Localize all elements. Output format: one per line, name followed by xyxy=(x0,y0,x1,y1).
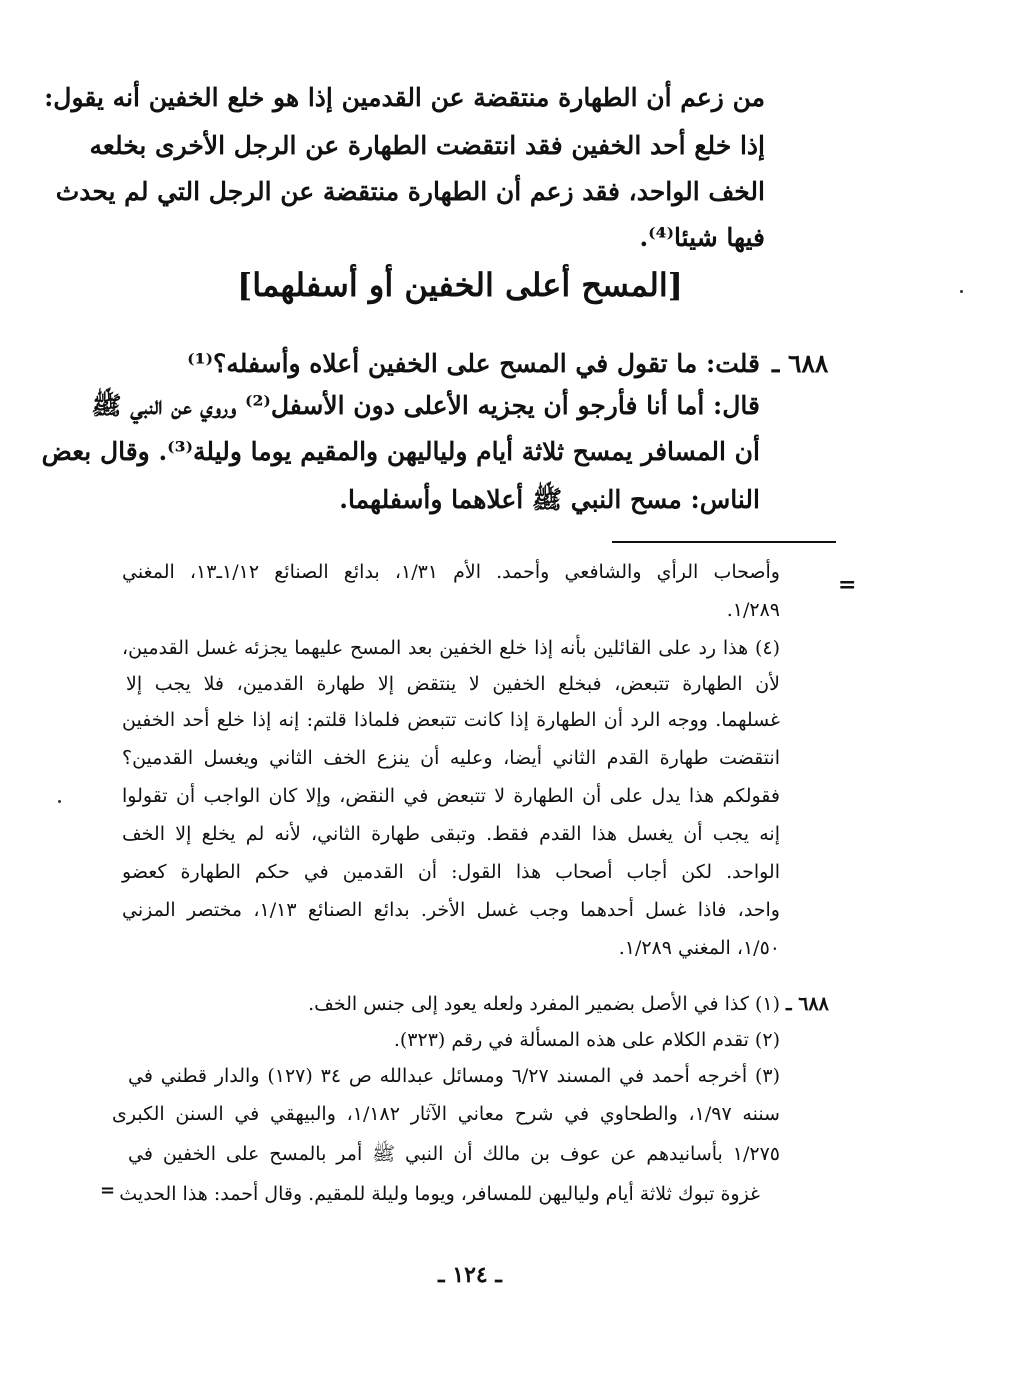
text-line: قال: أما أنا فأرجو أن يجزيه الأعلى دون الأسفل⁽²⁾ وروي عن النبي ﷺ xyxy=(91,391,760,420)
footnote-line: (١) كذا في الأصل بضمير المفرد ولعله يعود إلى جنس الخف. xyxy=(308,993,780,1015)
footnote-line: ١/٥٠، المغني ١/٢٨٩. xyxy=(618,937,780,959)
footnote-line: لأن الطهارة تتبعض، فبخلع الخفين لا ينتقض إلا طهارة القدمين، فلا يجب إلا xyxy=(126,673,780,695)
text-line: الناس: مسح النبي ﷺ أعلاهما وأسفلهما. xyxy=(339,485,760,514)
scan-speck xyxy=(58,800,61,803)
footnote-line: (٢) تقدم الكلام على هذه المسألة في رقم (٣٢٣). xyxy=(393,1029,780,1051)
text-line: فيها شيئا⁽⁴⁾. xyxy=(639,223,765,252)
footnote-line: واحد، فاذا غسل أحدهما وجب غسل الأخر. بدائع الصنائع ١/١٣، مختصر المزني xyxy=(122,899,780,921)
text-line: قلت: ما تقول في المسح على الخفين أعلاه وأسفله؟⁽¹⁾ xyxy=(187,349,760,378)
footnote-line: غسلهما. ووجه الرد أن الطهارة إذا كانت تتبعض فلماذا قلتم: إنه إذا خلع أحد الخفين xyxy=(122,709,780,731)
end-continuation-mark: = xyxy=(100,1180,116,1201)
footnote-line: (٣) أخرجه أحمد في المسند ٦/٢٧ ومسائل عبدالله ص ٣٤ (١٢٧) والدار قطني في xyxy=(128,1065,780,1087)
footnote-line: إنه يجب أن يغسل هذا القدم فقط. وتبقى طهارة الثاني، لأنه لم يخلع إلا الخف xyxy=(122,823,780,845)
text-line: أن المسافر يمسح ثلاثة أيام ولياليهن والمقيم يوما وليلة⁽³⁾. وقال بعض xyxy=(41,437,760,466)
footnote-line: الواحد. لكن أجاب أصحاب هذا القول: أن القدمين في حكم الطهارة كعضو xyxy=(122,861,780,883)
footnote-line: غزوة تبوك ثلاثة أيام ولياليهن للمسافر، ويوما وليلة للمقيم. وقال أحمد: هذا الحديث xyxy=(119,1183,760,1205)
page-number: ـ ١٢٤ ـ xyxy=(438,1262,502,1288)
scan-speck xyxy=(960,290,963,293)
footnote-line: سننه ١/٩٧، والطحاوي في شرح معاني الآثار ١/١٨٢، والبيهقي في السنن الكبرى xyxy=(112,1103,780,1125)
footnote-line: فقولكم هذا يدل على أن الطهارة لا تتبعض في النقض، وإلا كان الواجب أن تقولوا xyxy=(122,785,780,807)
section-heading: [المسح أعلى الخفين أو أسفلهما] xyxy=(237,266,683,304)
footnote-separator xyxy=(612,541,836,543)
continuation-mark: = xyxy=(838,572,857,598)
footnote-line: انتقضت طهارة القدم الثاني أيضا، وعليه أن ينزع الخف الثاني ويغسل القدمين؟ xyxy=(122,747,780,769)
footnote-line: ١/٢٧٥ بأسانيدهم عن عوف بن مالك أن النبي ﷺ أمر بالمسح على الخفين في xyxy=(128,1143,780,1165)
footnote-line: ١/٢٨٩. xyxy=(726,599,780,621)
footnote-line: (٤) هذا رد على القائلين بأنه إذا خلع الخفين بعد المسح عليهما يجزئه غسل القدمين، xyxy=(122,637,780,659)
footnote-line: وأصحاب الرأي والشافعي وأحمد. الأم ١/٣١، بدائع الصنائع ١/١٢ـ١٣، المغني xyxy=(122,561,780,583)
text-line: من زعم أن الطهارة منتقضة عن القدمين إذا هو خلع الخفين أنه يقول: xyxy=(44,83,765,112)
footnote-group-label: ٦٨٨ ـ xyxy=(786,993,829,1015)
text-line: الخف الواحد، فقد زعم أن الطهارة منتقضة عن الرجل التي لم يحدث xyxy=(55,177,765,206)
item-number: ٦٨٨ ـ xyxy=(772,349,829,378)
text-line: إذا خلع أحد الخفين فقد انتقضت الطهارة عن الرجل الأخرى بخلعه xyxy=(89,131,765,160)
